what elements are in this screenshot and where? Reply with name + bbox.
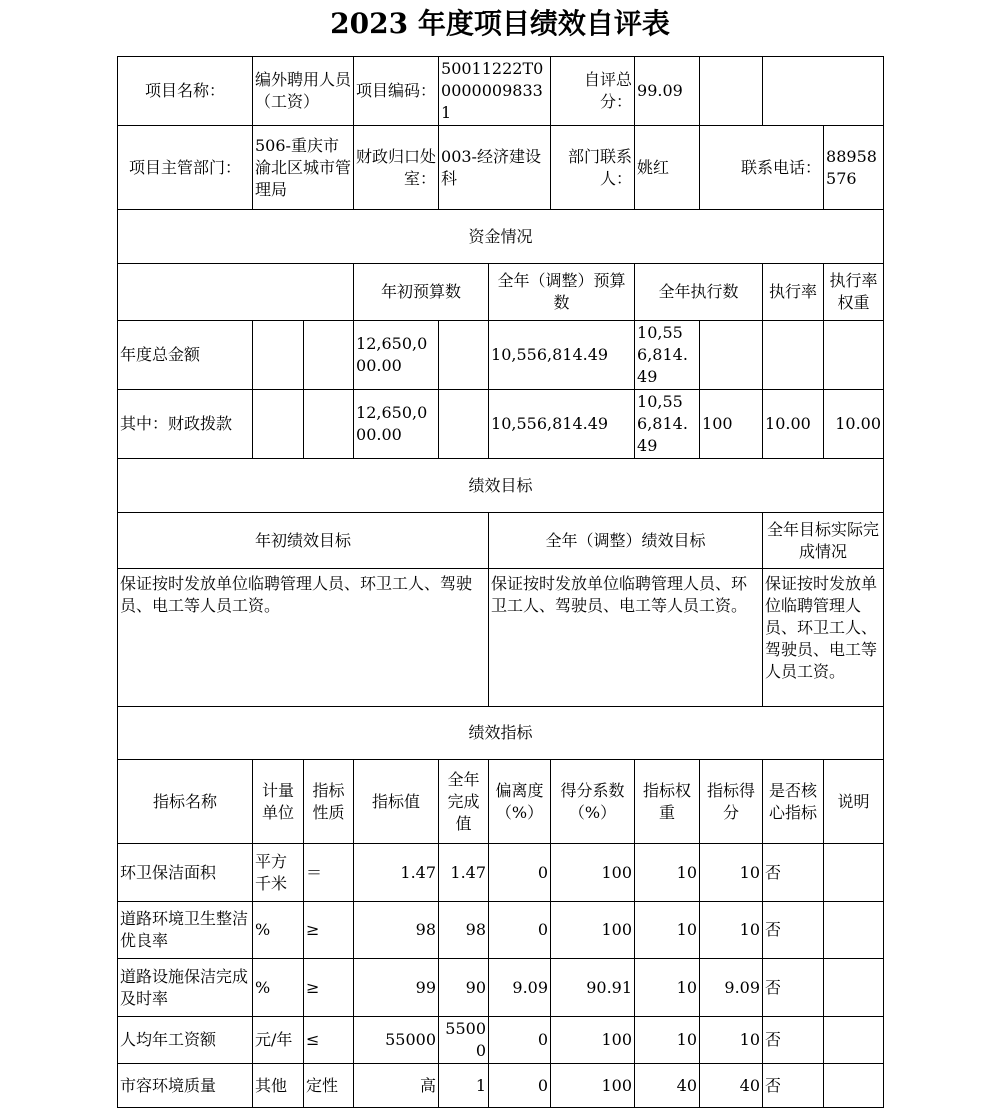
phone-label: 联系电话：: [700, 126, 824, 210]
funds-executed: 10,556,814.49: [635, 390, 700, 459]
ind-core: 否: [763, 844, 824, 902]
ind-name: 道路环境卫生整洁优良率: [118, 902, 253, 959]
funds-executed: 10,556,814.49: [635, 321, 700, 390]
ind-deviation: 0: [489, 1064, 551, 1108]
ind-header-actual: 全年完成值: [439, 760, 489, 844]
ind-weight: 40: [635, 1064, 700, 1108]
info-row-2: [118, 126, 884, 210]
empty-cell: [304, 321, 354, 390]
page-title: 2023 年度项目绩效自评表: [330, 7, 670, 40]
ind-nature: ≥: [304, 902, 354, 959]
ind-note: [824, 902, 884, 959]
ind-actual: 90: [439, 959, 489, 1017]
ind-actual: 55000: [439, 1017, 489, 1064]
ind-weight: 10: [635, 959, 700, 1017]
goal-initial: 保证按时发放单位临聘管理人员、环卫工人、驾驶员、电工等人员工资。: [118, 569, 489, 707]
goals-content: [118, 569, 884, 707]
ind-name: 人均年工资额: [118, 1017, 253, 1064]
funds-row: [118, 321, 884, 390]
ind-note: [824, 959, 884, 1017]
ind-target: 99: [354, 959, 439, 1017]
ind-unit: %: [253, 902, 304, 959]
goals-header-actual: 全年目标实际完成情况: [763, 513, 884, 569]
ind-header-coef: 得分系数（%）: [551, 760, 635, 844]
ind-unit: %: [253, 959, 304, 1017]
ind-name: 市容环境质量: [118, 1064, 253, 1108]
funds-weight: [763, 321, 824, 390]
empty-cell: [253, 321, 304, 390]
ind-weight: 10: [635, 1017, 700, 1064]
funds-weight: 10.00: [763, 390, 824, 459]
ind-note: [824, 844, 884, 902]
funds-rate: 100: [700, 390, 763, 459]
ind-score: 40: [700, 1064, 763, 1108]
ind-nature: 定性: [304, 1064, 354, 1108]
empty-cell: [763, 57, 884, 126]
ind-header-target: 指标值: [354, 760, 439, 844]
goals-section-title: 绩效目标: [118, 459, 884, 513]
funds-row-label: 其中：财政拨款: [118, 390, 253, 459]
ind-weight: 10: [635, 902, 700, 959]
dept-label: 项目主管部门：: [118, 126, 253, 210]
indicator-row: [118, 959, 884, 1017]
funds-header-initial: 年初预算数: [354, 264, 489, 321]
funds-rate: [700, 321, 763, 390]
indicators-section-title: 绩效指标: [118, 707, 884, 760]
ind-nature: ≤: [304, 1017, 354, 1064]
ind-deviation: 0: [489, 1017, 551, 1064]
goal-actual: 保证按时发放单位临聘管理人员、环卫工人、驾驶员、电工等人员工资。: [763, 569, 884, 707]
empty-cell: [700, 57, 763, 126]
empty-cell: [439, 321, 489, 390]
ind-header-deviation: 偏离度（%）: [489, 760, 551, 844]
ind-core: 否: [763, 1017, 824, 1064]
project-name: 编外聘用人员（工资）: [253, 57, 354, 126]
ind-header-name: 指标名称: [118, 760, 253, 844]
funds-initial: 12,650,000.00: [354, 321, 439, 390]
ind-nature: ≥: [304, 959, 354, 1017]
finance: 003-经济建设科: [439, 126, 551, 210]
ind-unit: 其他: [253, 1064, 304, 1108]
funds-adjusted: 10,556,814.49: [489, 321, 635, 390]
project-code: 50011222T000000098331: [439, 57, 551, 126]
project-code-label: 项目编码：: [354, 57, 439, 126]
ind-target: 98: [354, 902, 439, 959]
empty-cell: [304, 390, 354, 459]
ind-name: 环卫保洁面积: [118, 844, 253, 902]
funds-row: [118, 390, 884, 459]
ind-target: 高: [354, 1064, 439, 1108]
ind-core: 否: [763, 902, 824, 959]
empty-cell: [439, 390, 489, 459]
ind-header-unit: 计量单位: [253, 760, 304, 844]
ind-coef: 90.91: [551, 959, 635, 1017]
phone: 88958576: [824, 126, 884, 210]
ind-header-core: 是否核心指标: [763, 760, 824, 844]
indicator-row: [118, 902, 884, 959]
ind-name: 道路设施保洁完成及时率: [118, 959, 253, 1017]
ind-target: 55000: [354, 1017, 439, 1064]
funds-section-title: 资金情况: [118, 210, 884, 264]
ind-header-score: 指标得分: [700, 760, 763, 844]
ind-coef: 100: [551, 1017, 635, 1064]
funds-adjusted: 10,556,814.49: [489, 390, 635, 459]
indicator-row: [118, 1017, 884, 1064]
ind-actual: 98: [439, 902, 489, 959]
self-score-label: 自评总分：: [551, 57, 635, 126]
ind-score: 10: [700, 1017, 763, 1064]
ind-weight: 10: [635, 844, 700, 902]
goal-adjusted: 保证按时发放单位临聘管理人员、环卫工人、驾驶员、电工等人员工资。: [489, 569, 763, 707]
funds-header-adjusted: 全年（调整）预算数: [489, 264, 635, 321]
funds-row-label: 年度总金额: [118, 321, 253, 390]
ind-header-note: 说明: [824, 760, 884, 844]
funds-initial: 12,650,000.00: [354, 390, 439, 459]
empty-cell: [253, 390, 304, 459]
goals-header-adjusted: 全年（调整）绩效目标: [489, 513, 763, 569]
finance-label: 财政归口处室：: [354, 126, 439, 210]
contact-label: 部门联系人：: [551, 126, 635, 210]
ind-actual: 1: [439, 1064, 489, 1108]
ind-deviation: 0: [489, 844, 551, 902]
empty-cell: [118, 264, 354, 321]
ind-score: 10: [700, 902, 763, 959]
ind-score: 9.09: [700, 959, 763, 1017]
goals-header: [118, 513, 884, 569]
ind-nature: ＝: [304, 844, 354, 902]
indicator-row: [118, 1064, 884, 1108]
goals-header-initial: 年初绩效目标: [118, 513, 489, 569]
contact: 姚红: [635, 126, 700, 210]
ind-score: 10: [700, 844, 763, 902]
ind-note: [824, 1017, 884, 1064]
ind-coef: 100: [551, 1064, 635, 1108]
ind-actual: 1.47: [439, 844, 489, 902]
funds-header-executed: 全年执行数: [635, 264, 763, 321]
project-name-label: 项目名称：: [118, 57, 253, 126]
indicators-header: [118, 760, 884, 844]
funds-header-rate: 执行率: [763, 264, 824, 321]
ind-target: 1.47: [354, 844, 439, 902]
ind-deviation: 0: [489, 902, 551, 959]
ind-header-nature: 指标性质: [304, 760, 354, 844]
funds-score: 10.00: [824, 390, 884, 459]
ind-coef: 100: [551, 902, 635, 959]
ind-coef: 100: [551, 844, 635, 902]
ind-unit: 平方千米: [253, 844, 304, 902]
self-score: 99.09: [635, 57, 700, 126]
info-row-1: [118, 57, 884, 126]
funds-header-weight: 执行率权重: [824, 264, 884, 321]
funds-score: [824, 321, 884, 390]
ind-deviation: 9.09: [489, 959, 551, 1017]
performance-table: [117, 56, 884, 1108]
funds-header: [118, 264, 884, 321]
ind-core: 否: [763, 959, 824, 1017]
ind-header-weight: 指标权重: [635, 760, 700, 844]
ind-note: [824, 1064, 884, 1108]
ind-unit: 元/年: [253, 1017, 304, 1064]
ind-core: 否: [763, 1064, 824, 1108]
dept: 506-重庆市渝北区城市管理局: [253, 126, 354, 210]
indicator-row: [118, 844, 884, 902]
